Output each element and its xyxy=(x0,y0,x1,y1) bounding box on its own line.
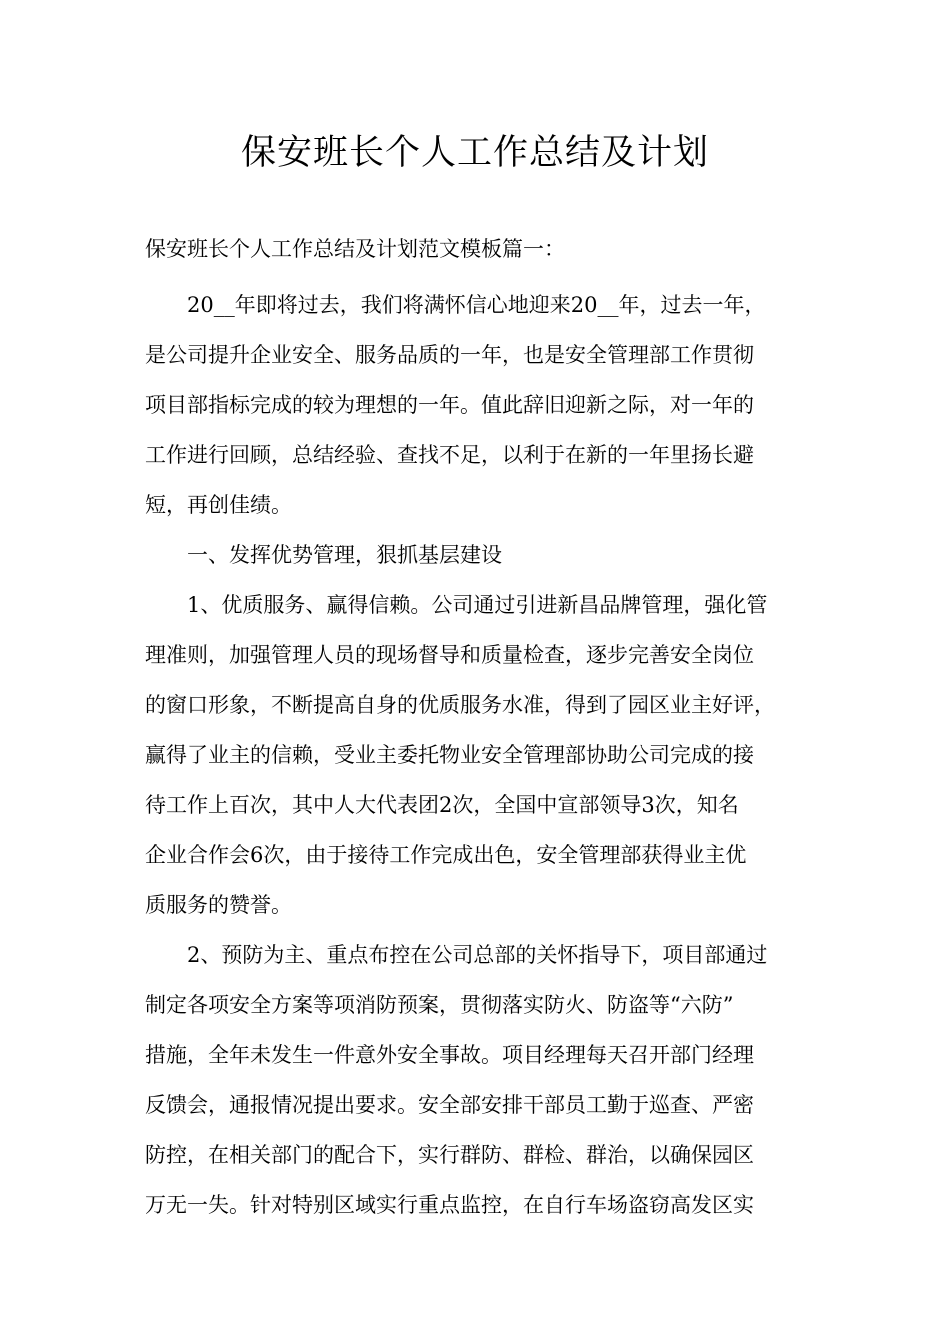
paragraph-line: 待工作上百次，其中人大代表团2次，全国中宣部领导3次，知名 xyxy=(145,793,739,817)
document-body xyxy=(145,280,825,1230)
paragraph-line: 2、预防为主、重点布控在公司总部的关怀指导下，项目部通过 xyxy=(187,943,768,967)
paragraph-line: 赢得了业主的信赖，受业主委托物业安全管理部协助公司完成的接 xyxy=(145,743,754,767)
paragraph-line: 万无一失。针对特别区域实行重点监控，在自行车场盗窃高发区实 xyxy=(145,1193,754,1217)
paragraph-line: 工作进行回顾，总结经验、查找不足，以利于在新的一年里扬长避 xyxy=(145,443,754,467)
paragraph-line: 20__年即将过去，我们将满怀信心地迎来20__年，过去一年， xyxy=(187,293,766,317)
paragraph-line: 制定各项安全方案等项消防预案，贯彻落实防火、防盗等“六防” xyxy=(145,993,734,1017)
intro-line: 保安班长个人工作总结及计划范文模板篇一： xyxy=(145,237,565,261)
paragraph-line: 理准则，加强管理人员的现场督导和质量检查，逐步完善安全岗位 xyxy=(145,643,754,667)
section-heading: 一、发挥优势管理，狠抓基层建设 xyxy=(187,543,502,567)
document-title: 保安班长个人工作总结及计划 xyxy=(240,133,709,173)
paragraph-line: 反馈会，通报情况提出要求。安全部安排干部员工勤于巡查、严密 xyxy=(145,1093,754,1117)
paragraph-line: 的窗口形象，不断提高自身的优质服务水准，得到了园区业主好评， xyxy=(145,693,775,717)
paragraph-line: 短，再创佳绩。 xyxy=(145,493,292,517)
paragraph-line: 质服务的赞誉。 xyxy=(145,893,292,917)
paragraph-line: 1、优质服务、赢得信赖。公司通过引进新昌品牌管理，强化管 xyxy=(187,593,768,617)
paragraph-line: 防控，在相关部门的配合下，实行群防、群检、群治，以确保园区 xyxy=(145,1143,754,1167)
paragraph-line: 措施，全年未发生一件意外安全事故。项目经理每天召开部门经理 xyxy=(145,1043,754,1067)
paragraph-line: 项目部指标完成的较为理想的一年。值此辞旧迎新之际，对一年的 xyxy=(145,393,754,417)
paragraph-line: 企业合作会6次，由于接待工作完成出色，安全管理部获得业主优 xyxy=(145,843,747,867)
paragraph-line: 是公司提升企业安全、服务品质的一年，也是安全管理部工作贯彻 xyxy=(145,343,754,367)
